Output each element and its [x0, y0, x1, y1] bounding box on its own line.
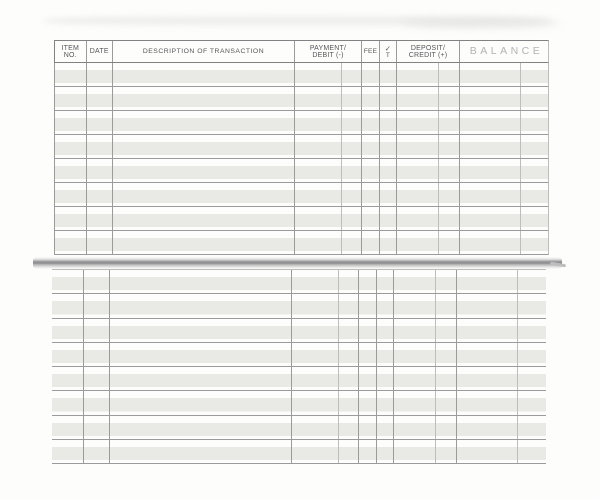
cell-payment-cents	[339, 416, 359, 439]
cell-fee	[362, 135, 380, 158]
cell-payment-cents	[342, 135, 362, 158]
cell-deposit-cents	[436, 416, 457, 439]
cell-fee	[359, 440, 377, 463]
cell-item-no	[52, 391, 84, 414]
register-rows-bottom	[52, 269, 546, 464]
cell-balance-dollars	[460, 231, 521, 254]
ledger-entry-row	[54, 111, 549, 135]
ledger-entry-row	[52, 440, 546, 464]
cell-date	[84, 294, 111, 317]
cell-deposit-dollars	[397, 207, 439, 230]
cell-description	[110, 319, 292, 342]
cell-payment-dollars	[292, 416, 339, 439]
cell-deposit-cents	[436, 367, 457, 390]
cell-check	[377, 343, 394, 366]
header-date: DATE	[87, 41, 114, 62]
cell-deposit-cents	[439, 231, 460, 254]
cell-payment-cents	[342, 159, 362, 182]
cell-payment-cents	[342, 63, 362, 86]
cell-check	[380, 207, 397, 230]
cell-date	[87, 231, 114, 254]
header-deposit-credit: DEPOSIT/ CREDIT (+)	[397, 41, 460, 62]
ledger-entry-row	[54, 135, 549, 159]
cell-balance-dollars	[460, 159, 521, 182]
cell-check	[377, 440, 394, 463]
cell-deposit-cents	[439, 159, 460, 182]
cell-fee	[359, 343, 377, 366]
cell-balance-dollars	[457, 391, 518, 414]
cell-description	[110, 391, 292, 414]
cell-deposit-dollars	[394, 416, 436, 439]
cell-fee	[359, 270, 377, 293]
header-description: DESCRIPTION OF TRANSACTION	[113, 41, 295, 62]
scan-artifact-top-right	[400, 18, 560, 28]
ledger-entry-row	[52, 270, 546, 294]
cell-deposit-dollars	[394, 343, 436, 366]
ledger-entry-row	[52, 343, 546, 367]
cell-balance-dollars	[460, 183, 521, 206]
cell-deposit-cents	[436, 440, 457, 463]
cell-date	[87, 159, 114, 182]
cell-check	[380, 87, 397, 110]
cell-description	[113, 63, 295, 86]
cell-balance-cents	[521, 135, 550, 158]
cell-description	[110, 343, 292, 366]
cell-deposit-cents	[439, 63, 460, 86]
cell-item-no	[55, 63, 87, 86]
ledger-entry-row	[52, 367, 546, 391]
cell-payment-cents	[339, 440, 359, 463]
cell-deposit-dollars	[397, 183, 439, 206]
cell-balance-cents	[518, 270, 547, 293]
cell-description	[113, 159, 295, 182]
cell-fee	[362, 87, 380, 110]
cell-fee	[359, 367, 377, 390]
cell-item-no	[55, 135, 87, 158]
header-item-no-line1: ITEM	[61, 44, 80, 52]
cell-payment-cents	[342, 87, 362, 110]
cell-balance-cents	[521, 207, 550, 230]
cell-date	[84, 391, 111, 414]
cell-date	[87, 63, 114, 86]
cell-deposit-cents	[436, 343, 457, 366]
cell-check	[377, 391, 394, 414]
register-top-page	[54, 40, 549, 255]
cell-balance-dollars	[457, 319, 518, 342]
cell-balance-cents	[521, 63, 550, 86]
cell-balance-cents	[521, 111, 550, 134]
cell-deposit-cents	[439, 135, 460, 158]
cell-description	[113, 183, 295, 206]
cell-deposit-dollars	[397, 135, 439, 158]
cell-payment-dollars	[292, 391, 339, 414]
cell-date	[84, 440, 111, 463]
cell-payment-cents	[342, 207, 362, 230]
cell-deposit-dollars	[397, 87, 439, 110]
cell-date	[87, 183, 114, 206]
cell-deposit-dollars	[394, 270, 436, 293]
cell-balance-dollars	[457, 416, 518, 439]
cell-deposit-dollars	[397, 111, 439, 134]
cell-item-no	[52, 367, 84, 390]
cell-item-no	[55, 231, 87, 254]
cell-item-no	[52, 294, 84, 317]
cell-payment-cents	[339, 270, 359, 293]
cell-balance-dollars	[460, 87, 521, 110]
header-balance: BALANCE	[469, 45, 544, 58]
cell-payment-dollars	[295, 183, 342, 206]
ledger-entry-row	[54, 87, 549, 111]
cell-date	[84, 319, 111, 342]
register-header-row	[54, 40, 549, 63]
cell-description	[110, 270, 292, 293]
ledger-entry-row	[52, 294, 546, 318]
cell-description	[113, 135, 295, 158]
cell-payment-dollars	[295, 207, 342, 230]
cell-item-no	[55, 159, 87, 182]
cell-balance-cents	[518, 319, 547, 342]
cell-deposit-cents	[439, 87, 460, 110]
cell-payment-cents	[342, 183, 362, 206]
cell-payment-cents	[339, 391, 359, 414]
cell-payment-cents	[339, 367, 359, 390]
cell-payment-dollars	[292, 319, 339, 342]
register-bottom-page	[52, 269, 546, 464]
cell-deposit-dollars	[397, 231, 439, 254]
cell-check	[380, 231, 397, 254]
cell-payment-dollars	[295, 231, 342, 254]
cell-balance-cents	[518, 416, 547, 439]
cell-payment-dollars	[295, 159, 342, 182]
cell-payment-cents	[339, 319, 359, 342]
cell-fee	[359, 416, 377, 439]
cell-deposit-cents	[439, 183, 460, 206]
cell-check	[377, 319, 394, 342]
ledger-entry-row	[54, 63, 549, 87]
cell-item-no	[55, 183, 87, 206]
checkmark-icon: ✓	[384, 44, 392, 53]
cell-payment-dollars	[295, 63, 342, 86]
cell-balance-cents	[518, 391, 547, 414]
cell-deposit-cents	[436, 270, 457, 293]
header-payment-debit: PAYMENT/ DEBIT (-)	[295, 41, 362, 62]
cell-deposit-cents	[439, 111, 460, 134]
cell-fee	[362, 63, 380, 86]
cell-item-no	[55, 87, 87, 110]
cell-payment-cents	[339, 294, 359, 317]
header-check-column	[380, 41, 397, 62]
cell-item-no	[52, 416, 84, 439]
cell-fee	[362, 231, 380, 254]
cell-description	[113, 87, 295, 110]
cell-check	[380, 159, 397, 182]
cell-item-no	[52, 440, 84, 463]
cell-check	[380, 111, 397, 134]
cell-deposit-dollars	[394, 294, 436, 317]
cell-check	[380, 63, 397, 86]
cell-deposit-dollars	[394, 391, 436, 414]
header-fee: FEE	[362, 41, 380, 62]
cell-description	[113, 207, 295, 230]
cell-date	[87, 135, 114, 158]
cell-payment-cents	[339, 343, 359, 366]
cell-check	[380, 183, 397, 206]
cell-description	[113, 231, 295, 254]
ledger-entry-row	[52, 416, 546, 440]
cell-item-no	[52, 343, 84, 366]
cell-check	[377, 270, 394, 293]
cell-description	[110, 416, 292, 439]
cell-balance-dollars	[457, 367, 518, 390]
cell-date	[84, 416, 111, 439]
cell-balance-cents	[521, 159, 550, 182]
cell-balance-cents	[518, 343, 547, 366]
ledger-entry-row	[52, 391, 546, 415]
ledger-entry-row	[54, 207, 549, 231]
cell-deposit-dollars	[394, 367, 436, 390]
cell-balance-cents	[521, 183, 550, 206]
cell-balance-cents	[518, 294, 547, 317]
cell-deposit-cents	[436, 319, 457, 342]
cell-payment-dollars	[292, 294, 339, 317]
cell-balance-dollars	[460, 63, 521, 86]
cell-item-no	[55, 111, 87, 134]
cell-fee	[362, 183, 380, 206]
cell-balance-cents	[521, 87, 550, 110]
cell-payment-dollars	[292, 440, 339, 463]
cell-balance-dollars	[460, 207, 521, 230]
cell-balance-dollars	[457, 440, 518, 463]
cell-description	[110, 440, 292, 463]
cell-date	[87, 207, 114, 230]
ledger-entry-row	[54, 231, 549, 255]
cell-deposit-dollars	[394, 440, 436, 463]
cell-payment-dollars	[295, 87, 342, 110]
cell-description	[113, 111, 295, 134]
cell-fee	[359, 294, 377, 317]
cell-date	[84, 367, 111, 390]
cell-balance-dollars	[457, 270, 518, 293]
cell-balance-cents	[518, 367, 547, 390]
cell-balance-dollars	[460, 135, 521, 158]
cell-check	[377, 294, 394, 317]
cell-date	[87, 111, 114, 134]
cell-deposit-cents	[436, 391, 457, 414]
cell-balance-dollars	[457, 294, 518, 317]
cell-balance-cents	[518, 440, 547, 463]
cell-check	[377, 367, 394, 390]
cell-fee	[362, 207, 380, 230]
cell-description	[110, 294, 292, 317]
cell-item-no	[52, 319, 84, 342]
cell-balance-dollars	[460, 111, 521, 134]
header-check-t: T	[385, 52, 391, 59]
cell-date	[84, 270, 111, 293]
cell-deposit-dollars	[394, 319, 436, 342]
cell-payment-cents	[342, 111, 362, 134]
cell-balance-cents	[521, 231, 550, 254]
cell-payment-dollars	[295, 135, 342, 158]
ledger-entry-row	[54, 183, 549, 207]
cell-payment-cents	[342, 231, 362, 254]
cell-check	[380, 135, 397, 158]
header-item-no	[55, 41, 87, 62]
ledger-entry-row	[54, 159, 549, 183]
register-rows-top	[54, 63, 549, 255]
cell-fee	[362, 159, 380, 182]
cell-balance-dollars	[457, 343, 518, 366]
cell-payment-dollars	[292, 270, 339, 293]
cell-deposit-cents	[436, 294, 457, 317]
cell-payment-dollars	[292, 343, 339, 366]
cell-payment-dollars	[295, 111, 342, 134]
header-item-no-line2: NO.	[63, 52, 77, 59]
cell-item-no	[52, 270, 84, 293]
cell-check	[377, 416, 394, 439]
cell-description	[110, 367, 292, 390]
ledger-entry-row	[52, 319, 546, 343]
cell-date	[84, 343, 111, 366]
cell-deposit-cents	[439, 207, 460, 230]
cell-fee	[359, 391, 377, 414]
cell-item-no	[55, 207, 87, 230]
page-fold	[33, 257, 562, 269]
cell-payment-dollars	[292, 367, 339, 390]
cell-fee	[359, 319, 377, 342]
cell-deposit-dollars	[397, 159, 439, 182]
cell-date	[87, 87, 114, 110]
cell-fee	[362, 111, 380, 134]
cell-deposit-dollars	[397, 63, 439, 86]
